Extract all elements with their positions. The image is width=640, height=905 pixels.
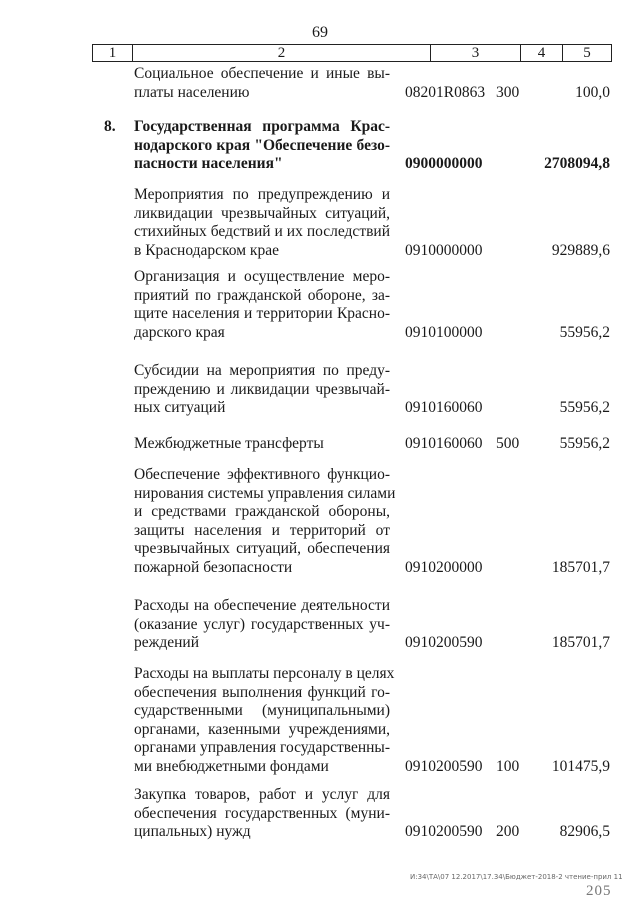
row-number: 8.: [104, 118, 116, 135]
row-name-line: приятий по гражданской обороне, за-: [134, 286, 390, 304]
row-name-line: преждению и ликвидации чрезвычай-: [134, 380, 390, 398]
row-name-line: Обеспечение эффективного функцио-: [134, 466, 390, 483]
row-name-line: Социальное обеспечение и иные вы-: [134, 65, 390, 82]
row-name-line: пожарной безопасности: [134, 558, 293, 576]
row-sum: 185701,7: [551, 634, 610, 651]
row-name: [134, 268, 390, 342]
row-name-line: обеспечения выполнения функций го-: [134, 683, 390, 701]
row-name-line: обеспечения государственных (муни-: [134, 804, 390, 822]
row-sum: 929889,6: [551, 241, 610, 259]
row-sum: 2708094,8: [544, 155, 610, 172]
row-vr: 300: [496, 83, 520, 101]
row-code: 0910200000: [405, 558, 483, 576]
row-code: 0910100000: [405, 323, 483, 341]
row-sum: 100,0: [575, 83, 610, 101]
row-name-line: ципальных) нужд: [134, 823, 251, 840]
row-name: [134, 435, 390, 454]
row-vr: 100: [496, 757, 520, 775]
row-name-line: нирования системы управления силами: [134, 484, 396, 502]
row-sum: 55956,2: [559, 399, 610, 416]
row-name-line: пасности населения": [134, 155, 283, 172]
row-code: 08201R0863: [405, 83, 486, 101]
row-name-line: Субсидии на мероприятия по преду-: [134, 362, 390, 379]
row-name: [134, 786, 390, 842]
row-code: 0910000000: [405, 241, 483, 259]
row-name: [134, 65, 390, 102]
row-name-line: сударственными (муниципальными): [134, 702, 390, 719]
row-name-line: и средствами гражданской обороны,: [134, 503, 390, 520]
row-sum: 101475,9: [551, 757, 610, 775]
row-code: 0910200590: [405, 634, 483, 651]
row-name-line: Организация и осуществление меро-: [134, 268, 390, 285]
row-name-line: щите населения и территории Красно-: [134, 305, 390, 322]
header-col-3: 3: [431, 45, 521, 61]
row-name-line: платы населению: [134, 83, 250, 101]
page-number: 69: [312, 24, 328, 41]
row-vr: 200: [496, 823, 520, 840]
row-sum: 185701,7: [551, 558, 610, 576]
row-name: [134, 466, 396, 577]
row-name-line: Расходы на обеспечение деятельности: [134, 597, 390, 614]
row-vr: 500: [496, 435, 520, 452]
row-name-line: Расходы на выплаты персоналу в целях: [134, 665, 395, 682]
row-name-line: Государственная программа Крас-: [134, 118, 390, 135]
header-col-5: 5: [583, 45, 591, 61]
row-sum: 55956,2: [559, 435, 610, 452]
sheet-number: 205: [586, 883, 612, 899]
row-name-line: защиты населения и территорий от: [134, 521, 390, 539]
row-sum: 55956,2: [559, 323, 610, 341]
row-name: [134, 186, 390, 260]
row-name-line: чрезвычайных ситуаций, обеспечения: [134, 540, 390, 557]
row-name-line: (оказание услуг) государственных уч-: [134, 615, 390, 633]
row-name-line: органами, казенными учреждениями,: [134, 720, 390, 738]
row-name-line: реждений: [134, 634, 199, 651]
row-sum: 82906,5: [559, 823, 610, 840]
row-name: [134, 362, 390, 418]
row-name-line: ных ситуаций: [134, 399, 226, 416]
row-name: [134, 118, 390, 174]
row-name: [134, 665, 395, 776]
footer-file-code: И:34\ТА\07 12.2017\17.34\Бюджет-2018-2 чтение-прил 11: [410, 873, 623, 881]
row-name: [134, 597, 390, 653]
row-name-line: Закупка товаров, работ и услуг для: [134, 786, 390, 803]
row-name-line: ликвидации чрезвычайных ситуаций,: [134, 204, 390, 222]
table-header: [92, 44, 612, 62]
row-code: 0910200590: [405, 823, 483, 840]
header-col-4: 4: [521, 45, 563, 61]
row-name-line: Мероприятия по предупреждению и: [134, 186, 390, 203]
row-name-line: в Краснодарском крае: [134, 241, 279, 259]
row-code: 0910200590: [405, 757, 483, 775]
row-name-line: Межбюджетные трансферты: [134, 435, 324, 452]
row-name-line: стихийных бедствий и их последствий: [134, 223, 390, 240]
row-name-line: ми внебюджетными фондами: [134, 757, 329, 775]
row-name-line: нодарского края "Обеспечение безо-: [134, 136, 390, 154]
row-code: 0910160060: [405, 399, 483, 416]
header-col-2: 2: [133, 45, 431, 61]
header-col-1: 1: [93, 45, 133, 61]
row-code: 0900000000: [405, 155, 483, 172]
row-name-line: органами управления государственны-: [134, 739, 390, 756]
row-code: 0910160060: [405, 435, 483, 452]
row-name-line: дарского края: [134, 323, 225, 341]
